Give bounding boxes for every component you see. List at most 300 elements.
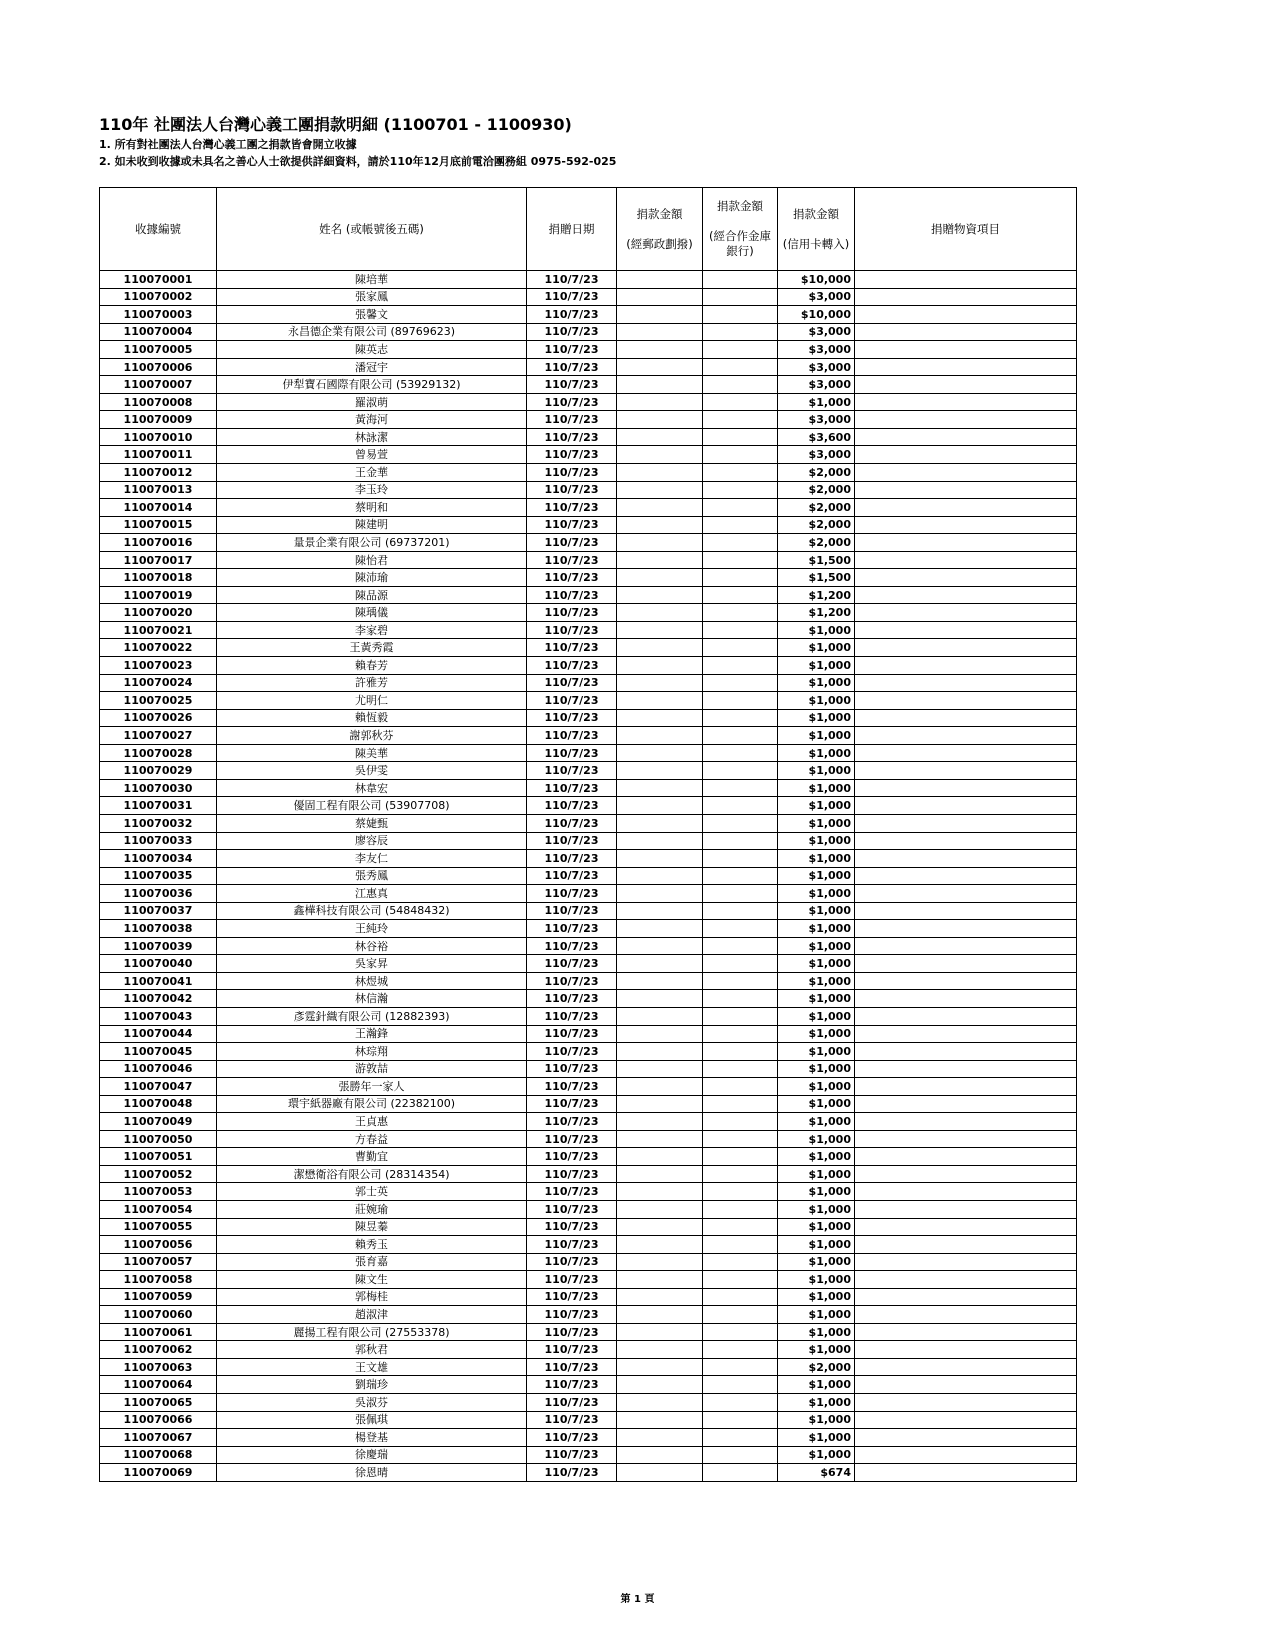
amount-postal-cell bbox=[617, 1025, 703, 1043]
donor-name-cell: 廖容辰 bbox=[217, 832, 527, 850]
donation-table bbox=[99, 187, 1077, 1482]
amount-card-cell: $2,000 bbox=[778, 534, 855, 552]
amount-postal-cell bbox=[617, 516, 703, 534]
amount-card-cell: $1,000 bbox=[778, 1341, 855, 1359]
amount-card-cell: $1,000 bbox=[778, 850, 855, 868]
donation-date-cell: 110/7/23 bbox=[527, 657, 617, 675]
amount-bank-cell bbox=[703, 586, 778, 604]
donation-date-cell: 110/7/23 bbox=[527, 1025, 617, 1043]
donor-name-cell: 吳家昇 bbox=[217, 955, 527, 973]
donor-name-cell: 曾易萱 bbox=[217, 446, 527, 464]
donor-name-cell: 陳美華 bbox=[217, 744, 527, 762]
donation-date-cell: 110/7/23 bbox=[527, 1200, 617, 1218]
amount-card-cell: $674 bbox=[778, 1464, 855, 1482]
amount-postal-cell bbox=[617, 1464, 703, 1482]
donation-date-cell: 110/7/23 bbox=[527, 1376, 617, 1394]
table-row bbox=[100, 850, 1077, 868]
donation-date-cell: 110/7/23 bbox=[527, 1078, 617, 1096]
amount-postal-cell bbox=[617, 1376, 703, 1394]
donation-date-cell: 110/7/23 bbox=[527, 1271, 617, 1289]
goods-cell bbox=[855, 1358, 1077, 1376]
amount-card-cell: $3,000 bbox=[778, 341, 855, 359]
amount-bank-cell bbox=[703, 481, 778, 499]
goods-cell bbox=[855, 621, 1077, 639]
goods-cell bbox=[855, 569, 1077, 587]
receipt-no-cell: 110070064 bbox=[100, 1376, 217, 1394]
donation-date-cell: 110/7/23 bbox=[527, 393, 617, 411]
amount-postal-cell bbox=[617, 323, 703, 341]
amount-postal-cell bbox=[617, 1060, 703, 1078]
goods-cell bbox=[855, 1253, 1077, 1271]
goods-cell bbox=[855, 779, 1077, 797]
table-row bbox=[100, 1218, 1077, 1236]
table-row bbox=[100, 516, 1077, 534]
amount-bank-cell bbox=[703, 1165, 778, 1183]
donation-date-cell: 110/7/23 bbox=[527, 902, 617, 920]
amount-card-cell: $1,000 bbox=[778, 692, 855, 710]
amount-postal-cell bbox=[617, 1200, 703, 1218]
table-row bbox=[100, 937, 1077, 955]
header-goods: 捐贈物資項目 bbox=[855, 188, 1077, 271]
table-row bbox=[100, 306, 1077, 324]
table-row bbox=[100, 902, 1077, 920]
donation-date-cell: 110/7/23 bbox=[527, 446, 617, 464]
donor-name-cell: 徐慶瑞 bbox=[217, 1446, 527, 1464]
donor-name-cell: 方春益 bbox=[217, 1130, 527, 1148]
donor-name-cell: 賴秀玉 bbox=[217, 1236, 527, 1254]
table-row bbox=[100, 1043, 1077, 1061]
amount-bank-cell bbox=[703, 621, 778, 639]
goods-cell bbox=[855, 902, 1077, 920]
receipt-no-cell: 110070044 bbox=[100, 1025, 217, 1043]
donation-date-cell: 110/7/23 bbox=[527, 867, 617, 885]
header-amount-postal: 捐款金額 (經郵政劃撥) bbox=[617, 188, 703, 271]
donation-date-cell: 110/7/23 bbox=[527, 692, 617, 710]
donation-date-cell: 110/7/23 bbox=[527, 920, 617, 938]
receipt-no-cell: 110070048 bbox=[100, 1095, 217, 1113]
donation-date-cell: 110/7/23 bbox=[527, 1411, 617, 1429]
table-row bbox=[100, 1429, 1077, 1447]
receipt-no-cell: 110070068 bbox=[100, 1446, 217, 1464]
donation-date-cell: 110/7/23 bbox=[527, 604, 617, 622]
amount-card-cell: $1,000 bbox=[778, 814, 855, 832]
goods-cell bbox=[855, 692, 1077, 710]
goods-cell bbox=[855, 955, 1077, 973]
donor-name-cell: 賴恆毅 bbox=[217, 709, 527, 727]
table-header-row bbox=[100, 188, 1077, 271]
amount-card-cell: $1,000 bbox=[778, 1429, 855, 1447]
table-row bbox=[100, 639, 1077, 657]
amount-postal-cell bbox=[617, 1306, 703, 1324]
amount-postal-cell bbox=[617, 604, 703, 622]
goods-cell bbox=[855, 516, 1077, 534]
receipt-no-cell: 110070010 bbox=[100, 428, 217, 446]
donor-name-cell: 鑫樺科技有限公司 (54848432) bbox=[217, 902, 527, 920]
amount-bank-cell bbox=[703, 428, 778, 446]
donation-date-cell: 110/7/23 bbox=[527, 850, 617, 868]
goods-cell bbox=[855, 814, 1077, 832]
table-row bbox=[100, 1376, 1077, 1394]
goods-cell bbox=[855, 1148, 1077, 1166]
amount-postal-cell bbox=[617, 885, 703, 903]
amount-postal-cell bbox=[617, 657, 703, 675]
table-row bbox=[100, 1411, 1077, 1429]
goods-cell bbox=[855, 481, 1077, 499]
amount-card-cell: $1,000 bbox=[778, 1236, 855, 1254]
table-row bbox=[100, 1253, 1077, 1271]
donation-date-cell: 110/7/23 bbox=[527, 797, 617, 815]
amount-postal-cell bbox=[617, 990, 703, 1008]
amount-bank-cell bbox=[703, 1113, 778, 1131]
amount-postal-cell bbox=[617, 1218, 703, 1236]
header-amount-bank: 捐款金額 (經合作金庫銀行) bbox=[703, 188, 778, 271]
goods-cell bbox=[855, 1095, 1077, 1113]
goods-cell bbox=[855, 657, 1077, 675]
amount-bank-cell bbox=[703, 1130, 778, 1148]
amount-postal-cell bbox=[617, 306, 703, 324]
amount-bank-cell bbox=[703, 727, 778, 745]
goods-cell bbox=[855, 534, 1077, 552]
receipt-no-cell: 110070015 bbox=[100, 516, 217, 534]
amount-card-cell: $1,000 bbox=[778, 1271, 855, 1289]
donor-name-cell: 王金華 bbox=[217, 464, 527, 482]
table-row bbox=[100, 446, 1077, 464]
goods-cell bbox=[855, 1323, 1077, 1341]
goods-cell bbox=[855, 1025, 1077, 1043]
table-row bbox=[100, 1446, 1077, 1464]
goods-cell bbox=[855, 1236, 1077, 1254]
amount-card-cell: $1,000 bbox=[778, 990, 855, 1008]
goods-cell bbox=[855, 1341, 1077, 1359]
donation-date-cell: 110/7/23 bbox=[527, 428, 617, 446]
donor-name-cell: 賴春芳 bbox=[217, 657, 527, 675]
donation-date-cell: 110/7/23 bbox=[527, 288, 617, 306]
donation-date-cell: 110/7/23 bbox=[527, 1043, 617, 1061]
receipt-no-cell: 110070007 bbox=[100, 376, 217, 394]
amount-postal-cell bbox=[617, 481, 703, 499]
donation-date-cell: 110/7/23 bbox=[527, 832, 617, 850]
amount-bank-cell bbox=[703, 744, 778, 762]
donor-name-cell: 王貞惠 bbox=[217, 1113, 527, 1131]
goods-cell bbox=[855, 832, 1077, 850]
amount-postal-cell bbox=[617, 1446, 703, 1464]
amount-card-cell: $3,000 bbox=[778, 288, 855, 306]
amount-card-cell: $3,000 bbox=[778, 358, 855, 376]
header-receipt-no: 收據編號 bbox=[100, 188, 217, 271]
table-row bbox=[100, 1130, 1077, 1148]
table-row bbox=[100, 1060, 1077, 1078]
amount-bank-cell bbox=[703, 1376, 778, 1394]
amount-card-cell: $1,000 bbox=[778, 1306, 855, 1324]
donor-name-cell: 量景企業有限公司 (69737201) bbox=[217, 534, 527, 552]
receipt-no-cell: 110070014 bbox=[100, 499, 217, 517]
donor-name-cell: 張秀鳳 bbox=[217, 867, 527, 885]
table-row bbox=[100, 586, 1077, 604]
goods-cell bbox=[855, 867, 1077, 885]
amount-bank-cell bbox=[703, 1025, 778, 1043]
amount-postal-cell bbox=[617, 1183, 703, 1201]
receipt-no-cell: 110070001 bbox=[100, 271, 217, 289]
amount-postal-cell bbox=[617, 1148, 703, 1166]
receipt-no-cell: 110070046 bbox=[100, 1060, 217, 1078]
amount-postal-cell bbox=[617, 1394, 703, 1412]
donor-name-cell: 蔡婕甄 bbox=[217, 814, 527, 832]
amount-card-cell: $1,000 bbox=[778, 832, 855, 850]
donation-date-cell: 110/7/23 bbox=[527, 1429, 617, 1447]
donor-name-cell: 王瀚鋒 bbox=[217, 1025, 527, 1043]
donation-date-cell: 110/7/23 bbox=[527, 306, 617, 324]
amount-bank-cell bbox=[703, 323, 778, 341]
donation-date-cell: 110/7/23 bbox=[527, 1148, 617, 1166]
amount-postal-cell bbox=[617, 411, 703, 429]
amount-card-cell: $1,000 bbox=[778, 1394, 855, 1412]
donor-name-cell: 謝郭秋芬 bbox=[217, 727, 527, 745]
receipt-no-cell: 110070030 bbox=[100, 779, 217, 797]
donation-date-cell: 110/7/23 bbox=[527, 1358, 617, 1376]
table-row bbox=[100, 797, 1077, 815]
donation-date-cell: 110/7/23 bbox=[527, 639, 617, 657]
table-row bbox=[100, 621, 1077, 639]
donation-date-cell: 110/7/23 bbox=[527, 1341, 617, 1359]
donation-date-cell: 110/7/23 bbox=[527, 1165, 617, 1183]
amount-bank-cell bbox=[703, 1200, 778, 1218]
amount-postal-cell bbox=[617, 446, 703, 464]
note-contact: 2. 如未收到收據或未具名之善心人士欲提供詳細資料，請於110年12月底前電洽團務組 0975-592-025 bbox=[99, 155, 617, 168]
donation-date-cell: 110/7/23 bbox=[527, 674, 617, 692]
amount-postal-cell bbox=[617, 499, 703, 517]
donor-name-cell: 羅淑萌 bbox=[217, 393, 527, 411]
donor-name-cell: 林煜城 bbox=[217, 972, 527, 990]
receipt-no-cell: 110070040 bbox=[100, 955, 217, 973]
amount-postal-cell bbox=[617, 586, 703, 604]
receipt-no-cell: 110070061 bbox=[100, 1323, 217, 1341]
amount-card-cell: $1,000 bbox=[778, 1323, 855, 1341]
donation-date-cell: 110/7/23 bbox=[527, 586, 617, 604]
receipt-no-cell: 110070003 bbox=[100, 306, 217, 324]
receipt-no-cell: 110070053 bbox=[100, 1183, 217, 1201]
amount-postal-cell bbox=[617, 271, 703, 289]
amount-bank-cell bbox=[703, 446, 778, 464]
goods-cell bbox=[855, 727, 1077, 745]
amount-card-cell: $3,600 bbox=[778, 428, 855, 446]
table-row bbox=[100, 341, 1077, 359]
amount-card-cell: $1,000 bbox=[778, 674, 855, 692]
donor-name-cell: 蔡明和 bbox=[217, 499, 527, 517]
amount-card-cell: $1,000 bbox=[778, 744, 855, 762]
goods-cell bbox=[855, 1113, 1077, 1131]
receipt-no-cell: 110070049 bbox=[100, 1113, 217, 1131]
receipt-no-cell: 110070066 bbox=[100, 1411, 217, 1429]
receipt-no-cell: 110070017 bbox=[100, 551, 217, 569]
receipt-no-cell: 110070031 bbox=[100, 797, 217, 815]
donation-date-cell: 110/7/23 bbox=[527, 1306, 617, 1324]
receipt-no-cell: 110070006 bbox=[100, 358, 217, 376]
amount-card-cell: $1,000 bbox=[778, 657, 855, 675]
amount-bank-cell bbox=[703, 393, 778, 411]
receipt-no-cell: 110070025 bbox=[100, 692, 217, 710]
table-row bbox=[100, 832, 1077, 850]
amount-postal-cell bbox=[617, 779, 703, 797]
amount-postal-cell bbox=[617, 1253, 703, 1271]
goods-cell bbox=[855, 393, 1077, 411]
table-row bbox=[100, 428, 1077, 446]
donation-date-cell: 110/7/23 bbox=[527, 779, 617, 797]
amount-card-cell: $1,000 bbox=[778, 1007, 855, 1025]
donation-date-cell: 110/7/23 bbox=[527, 516, 617, 534]
amount-bank-cell bbox=[703, 411, 778, 429]
donor-name-cell: 李家碧 bbox=[217, 621, 527, 639]
table-row bbox=[100, 762, 1077, 780]
goods-cell bbox=[855, 376, 1077, 394]
donation-date-cell: 110/7/23 bbox=[527, 534, 617, 552]
amount-postal-cell bbox=[617, 1341, 703, 1359]
amount-bank-cell bbox=[703, 1323, 778, 1341]
table-row bbox=[100, 376, 1077, 394]
table-row bbox=[100, 551, 1077, 569]
receipt-no-cell: 110070012 bbox=[100, 464, 217, 482]
goods-cell bbox=[855, 358, 1077, 376]
goods-cell bbox=[855, 937, 1077, 955]
donation-date-cell: 110/7/23 bbox=[527, 411, 617, 429]
amount-bank-cell bbox=[703, 551, 778, 569]
donation-date-cell: 110/7/23 bbox=[527, 814, 617, 832]
goods-cell bbox=[855, 1043, 1077, 1061]
table-row bbox=[100, 657, 1077, 675]
amount-postal-cell bbox=[617, 920, 703, 938]
goods-cell bbox=[855, 1306, 1077, 1324]
table-row bbox=[100, 1288, 1077, 1306]
receipt-no-cell: 110070034 bbox=[100, 850, 217, 868]
table-row bbox=[100, 779, 1077, 797]
table-row bbox=[100, 1271, 1077, 1289]
amount-card-cell: $1,000 bbox=[778, 972, 855, 990]
amount-bank-cell bbox=[703, 534, 778, 552]
table-row bbox=[100, 1341, 1077, 1359]
amount-bank-cell bbox=[703, 1464, 778, 1482]
amount-postal-cell bbox=[617, 1358, 703, 1376]
receipt-no-cell: 110070026 bbox=[100, 709, 217, 727]
amount-postal-cell bbox=[617, 1113, 703, 1131]
amount-postal-cell bbox=[617, 464, 703, 482]
receipt-no-cell: 110070057 bbox=[100, 1253, 217, 1271]
amount-postal-cell bbox=[617, 955, 703, 973]
goods-cell bbox=[855, 850, 1077, 868]
donor-name-cell: 徐恩晴 bbox=[217, 1464, 527, 1482]
receipt-no-cell: 110070024 bbox=[100, 674, 217, 692]
amount-card-cell: $1,000 bbox=[778, 762, 855, 780]
amount-postal-cell bbox=[617, 1043, 703, 1061]
amount-card-cell: $1,000 bbox=[778, 1078, 855, 1096]
amount-bank-cell bbox=[703, 657, 778, 675]
donation-date-cell: 110/7/23 bbox=[527, 727, 617, 745]
receipt-no-cell: 110070009 bbox=[100, 411, 217, 429]
amount-card-cell: $1,000 bbox=[778, 1411, 855, 1429]
donation-date-cell: 110/7/23 bbox=[527, 990, 617, 1008]
amount-card-cell: $3,000 bbox=[778, 323, 855, 341]
donor-name-cell: 環宇紙器廠有限公司 (22382100) bbox=[217, 1095, 527, 1113]
amount-card-cell: $2,000 bbox=[778, 464, 855, 482]
receipt-no-cell: 110070028 bbox=[100, 744, 217, 762]
donor-name-cell: 陳文生 bbox=[217, 1271, 527, 1289]
receipt-no-cell: 110070004 bbox=[100, 323, 217, 341]
receipt-no-cell: 110070032 bbox=[100, 814, 217, 832]
goods-cell bbox=[855, 446, 1077, 464]
amount-card-cell: $1,000 bbox=[778, 639, 855, 657]
table-row bbox=[100, 692, 1077, 710]
goods-cell bbox=[855, 1271, 1077, 1289]
table-row bbox=[100, 1113, 1077, 1131]
amount-card-cell: $1,000 bbox=[778, 937, 855, 955]
donor-name-cell: 林琮翔 bbox=[217, 1043, 527, 1061]
amount-bank-cell bbox=[703, 762, 778, 780]
goods-cell bbox=[855, 306, 1077, 324]
table-row bbox=[100, 393, 1077, 411]
goods-cell bbox=[855, 323, 1077, 341]
goods-cell bbox=[855, 1060, 1077, 1078]
table-row bbox=[100, 534, 1077, 552]
amount-postal-cell bbox=[617, 867, 703, 885]
amount-bank-cell bbox=[703, 1446, 778, 1464]
donation-date-cell: 110/7/23 bbox=[527, 621, 617, 639]
amount-postal-cell bbox=[617, 972, 703, 990]
table-row bbox=[100, 727, 1077, 745]
amount-card-cell: $1,200 bbox=[778, 586, 855, 604]
receipt-no-cell: 110070045 bbox=[100, 1043, 217, 1061]
amount-bank-cell bbox=[703, 1078, 778, 1096]
donor-name-cell: 陳培華 bbox=[217, 271, 527, 289]
table-row bbox=[100, 920, 1077, 938]
amount-bank-cell bbox=[703, 920, 778, 938]
amount-card-cell: $1,000 bbox=[778, 1288, 855, 1306]
amount-bank-cell bbox=[703, 1411, 778, 1429]
amount-bank-cell bbox=[703, 376, 778, 394]
receipt-no-cell: 110070038 bbox=[100, 920, 217, 938]
donor-name-cell: 陳怡君 bbox=[217, 551, 527, 569]
amount-postal-cell bbox=[617, 534, 703, 552]
table-row bbox=[100, 1007, 1077, 1025]
table-row bbox=[100, 744, 1077, 762]
receipt-no-cell: 110070043 bbox=[100, 1007, 217, 1025]
table-row bbox=[100, 604, 1077, 622]
goods-cell bbox=[855, 1411, 1077, 1429]
amount-bank-cell bbox=[703, 306, 778, 324]
donor-name-cell: 陳昱蓁 bbox=[217, 1218, 527, 1236]
table-row bbox=[100, 1464, 1077, 1482]
amount-card-cell: $1,000 bbox=[778, 920, 855, 938]
amount-bank-cell bbox=[703, 955, 778, 973]
donor-name-cell: 彥霆針織有限公司 (12882393) bbox=[217, 1007, 527, 1025]
donation-date-cell: 110/7/23 bbox=[527, 1323, 617, 1341]
amount-card-cell: $1,000 bbox=[778, 885, 855, 903]
amount-bank-cell bbox=[703, 692, 778, 710]
receipt-no-cell: 110070022 bbox=[100, 639, 217, 657]
amount-card-cell: $1,500 bbox=[778, 551, 855, 569]
header-amount-card: 捐款金額 (信用卡轉入) bbox=[778, 188, 855, 271]
goods-cell bbox=[855, 674, 1077, 692]
donor-name-cell: 林谷裕 bbox=[217, 937, 527, 955]
donor-name-cell: 優固工程有限公司 (53907708) bbox=[217, 797, 527, 815]
receipt-no-cell: 110070035 bbox=[100, 867, 217, 885]
table-row bbox=[100, 972, 1077, 990]
receipt-no-cell: 110070011 bbox=[100, 446, 217, 464]
table-row bbox=[100, 271, 1077, 289]
table-row bbox=[100, 499, 1077, 517]
table-row bbox=[100, 1394, 1077, 1412]
donor-name-cell: 張育嘉 bbox=[217, 1253, 527, 1271]
receipt-no-cell: 110070018 bbox=[100, 569, 217, 587]
receipt-no-cell: 110070056 bbox=[100, 1236, 217, 1254]
table-row bbox=[100, 1200, 1077, 1218]
